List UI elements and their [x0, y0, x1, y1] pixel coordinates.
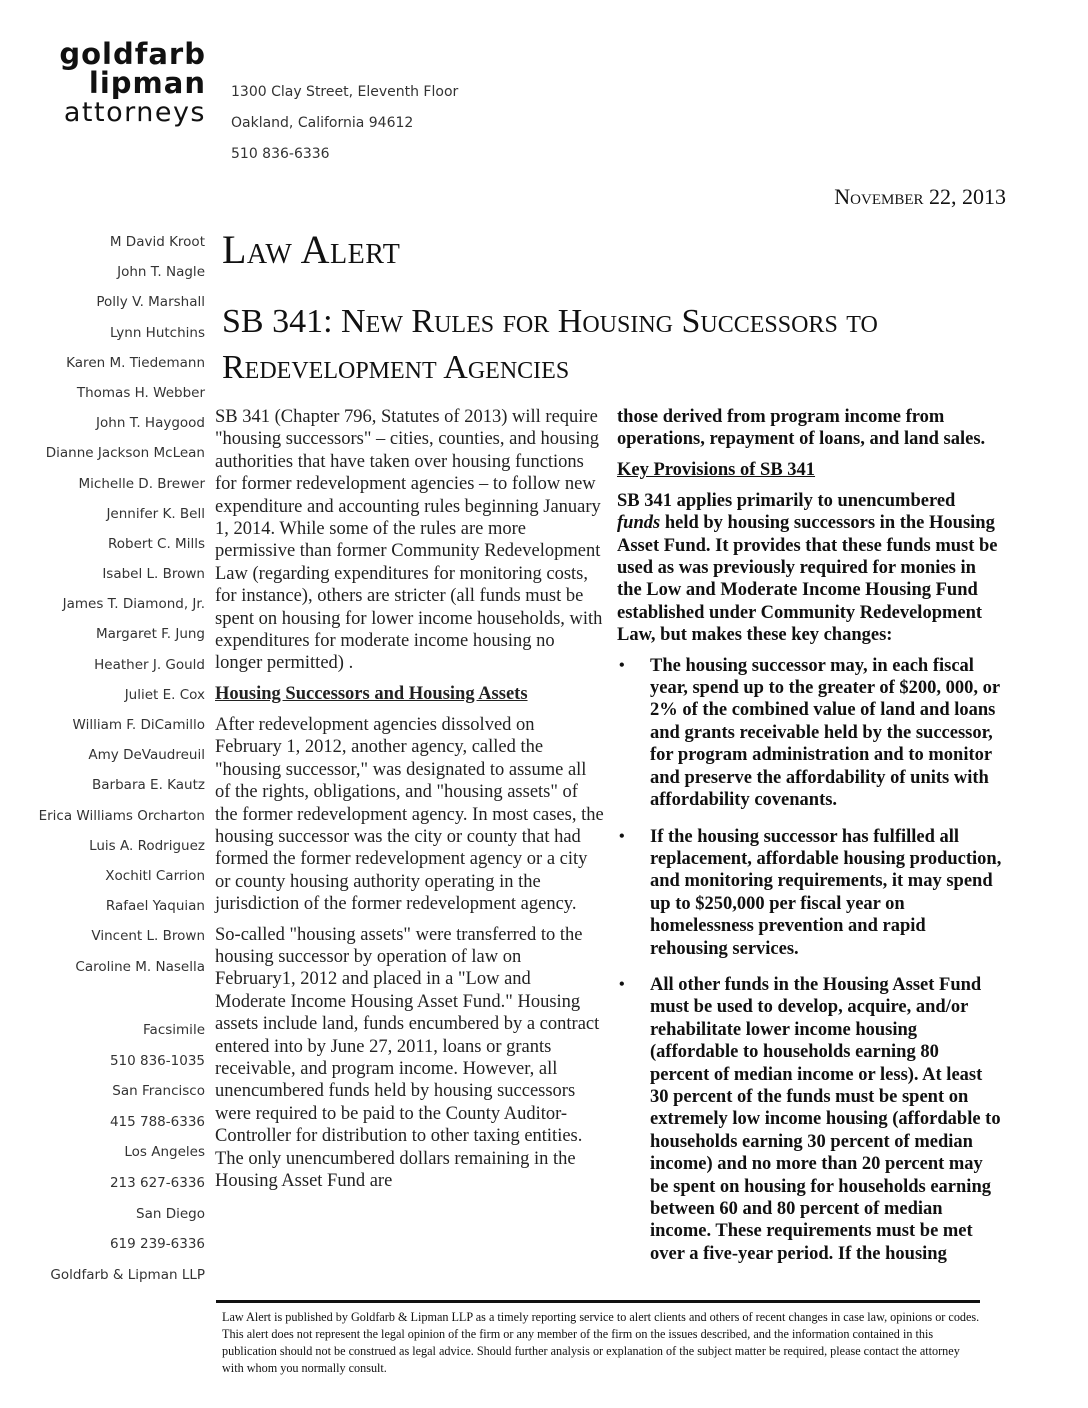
attorney-name: Lynn Hutchins	[110, 324, 205, 341]
address-line: Oakland, California 94612	[231, 115, 414, 131]
attorney-name: Heather J. Gould	[94, 656, 205, 673]
article-headline: SB 341: New Rules for Housing Successors to Redevelopment Agencies	[222, 303, 878, 386]
intro-italic-funds: funds	[617, 513, 661, 534]
attorney-name: Erica Williams Orcharton	[38, 807, 205, 824]
intro-text: held by housing successors in the Housing Asset Fund. It provides that these funds must be used as was previously required for monies in the Low and Moderate Income Housing Fund established under Community Redevelopment Law, but makes these key changes:	[617, 513, 998, 646]
office-contacts	[0, 1020, 205, 1295]
contact-phone: 213 627-6336	[109, 1174, 205, 1191]
bullet-icon: •	[619, 656, 625, 674]
publication-date: November 22, 2013	[834, 184, 1006, 209]
footer-disclaimer: Law Alert is published by Goldfarb & Lipman LLP as a timely reporting service to alert clients and others of recent changes in case law, opinions or codes. This alert does not represent the legal opinion of the firm or any member of the firm on the issues described, and the information contained in this publication should not be construed as legal advice. Should further analysis or explanation of the subject matter be required, please contact the attorney with whom you normally consult.	[222, 1310, 980, 1375]
attorney-name: James T. Diamond, Jr.	[62, 596, 205, 613]
contact-phone: 415 788-6336	[109, 1113, 205, 1130]
firm-address	[231, 82, 458, 175]
attorney-name: Xochitl Carrion	[105, 867, 205, 884]
list-item-text: If the housing successor has fulfilled all replacement, affordable housing production, and monitoring requirements, it may spend up to $250,000 per fiscal year on homelessness prevention and rapid rehousing services.	[650, 826, 1002, 959]
list-item	[617, 655, 1002, 812]
intro-text: SB 341 applies primarily to unencumbered	[617, 490, 956, 511]
attorney-name: Jennifer K. Bell	[106, 505, 205, 522]
continuation-paragraph: those derived from program income from operations, repayment of loans, and land sales.	[617, 407, 986, 450]
logo-lipman: lipman	[88, 66, 206, 100]
body-paragraph: So-called "housing assets" were transferred to the housing successor by operation of law on February1, 2012 and placed in a "Low and Moderate Income Housing Asset Fund." Housing assets include land, funds encumbered by a contract entered into by June 27, 2011, loans or grants receivable, and program income. However, all unencumbered funds held by housing successors were required to be paid to the County Auditor-Controller for distribution to other taxing entities. The only unencumbered dollars remaining in the Housing Asset Fund are	[215, 924, 600, 1191]
list-item	[617, 826, 1002, 960]
address-phone: 510 836-6336	[231, 146, 330, 162]
contact-label: San Diego	[136, 1205, 205, 1222]
attorney-name: Luis A. Rodriguez	[89, 837, 205, 854]
body-paragraph: After redevelopment agencies dissolved on February 1, 2012, another agency, called the "housing successor," was designated to assume all of the rights, obligations, and "housing assets" of the former redevelopment agency. In most cases, the housing successor was the city or county that had formed the former redevelopment agency or a city or county housing authority operating in the jurisdiction of the former redevelopment agency.	[215, 714, 604, 915]
attorney-name: Juliet E. Cox	[124, 686, 205, 703]
attorney-name: William F. DiCamillo	[72, 717, 205, 733]
attorney-list	[0, 232, 205, 987]
left-column	[215, 406, 605, 1200]
attorney-name: Polly V. Marshall	[96, 294, 205, 311]
attorney-name: Karen M. Tiedemann	[66, 354, 205, 371]
attorney-name: Vincent L. Brown	[91, 928, 205, 945]
list-item	[617, 974, 1002, 1265]
attorney-name: Michelle D. Brewer	[78, 475, 205, 492]
list-item-text: All other funds in the Housing Asset Fund must be used to develop, acquire, and/or rehabilitate lower income housing (affordable to households earning 80 percent of median income or less). At least 30 percent of the funds must be spent on extremely low income housing (affordable to households earning 30 percent of median income) and no more than 20 percent may be spent on housing for households earning between 60 and 80 percent of median income. These requirements must be met over a five-year period. If the housing	[650, 974, 1001, 1264]
attorney-name: Barbara E. Kautz	[92, 777, 205, 794]
section-heading-key-provisions: Key Provisions of SB 341	[617, 459, 816, 480]
attorney-name: M David Kroot	[109, 234, 205, 250]
right-column	[617, 406, 1002, 1279]
section-heading-housing-assets: Housing Successors and Housing Assets	[215, 683, 528, 704]
attorney-name: Thomas H. Webber	[76, 384, 205, 401]
attorney-name: Robert C. Mills	[108, 535, 205, 552]
key-provisions-list	[617, 655, 1002, 1266]
contact-label: Facsimile	[143, 1022, 205, 1038]
attorney-name: Isabel L. Brown	[102, 566, 205, 583]
key-provisions-intro	[617, 490, 1002, 647]
bullet-icon: •	[619, 975, 625, 993]
firm-name: Goldfarb & Lipman LLP	[50, 1266, 205, 1283]
logo-attorneys: attorneys	[63, 97, 206, 128]
firm-logo	[34, 37, 206, 128]
logo-goldfarb: goldfarb	[59, 37, 206, 71]
footer-divider	[216, 1300, 980, 1303]
document-title: Law Alert	[222, 227, 401, 272]
contact-phone: 510 836-1035	[109, 1052, 205, 1069]
attorney-name: Amy DeVaudreuil	[88, 747, 205, 764]
list-item-text: The housing successor may, in each fiscal year, spend up to the greater of $200, 000, or 2% of the combined value of land and loans and grants receivable held by the successor, for program administration and to monitor and preserve the affordability of units with affordability covenants.	[650, 655, 1000, 811]
intro-paragraph: SB 341 (Chapter 796, Statutes of 2013) will require "housing successors" – cities, counties, and housing authorities that have taken over housing functions for former redevelopment agencies – to follow new expenditure and accounting rules beginning January 1, 2014. While some of the rules are more permissive than former Community Redevelopment Law (regarding expenditures for monitoring costs, for instance), others are stricter (all funds must be spent on housing for lower income households, with expenditures for moderate income housing no longer permitted) .	[215, 407, 603, 674]
attorney-name: Dianne Jackson McLean	[45, 445, 205, 462]
attorney-name: Caroline M. Nasella	[75, 958, 205, 975]
address-line: 1300 Clay Street, Eleventh Floor	[231, 84, 459, 100]
contact-label: San Francisco	[112, 1083, 205, 1100]
attorney-name: Rafael Yaquian	[105, 898, 205, 915]
contact-label: Los Angeles	[124, 1144, 205, 1161]
attorney-name: Margaret F. Jung	[95, 626, 205, 643]
contact-phone: 619 239-6336	[109, 1236, 205, 1253]
bullet-icon: •	[619, 827, 625, 845]
attorney-name: John T. Haygood	[96, 415, 205, 432]
attorney-name: John T. Nagle	[117, 264, 205, 281]
